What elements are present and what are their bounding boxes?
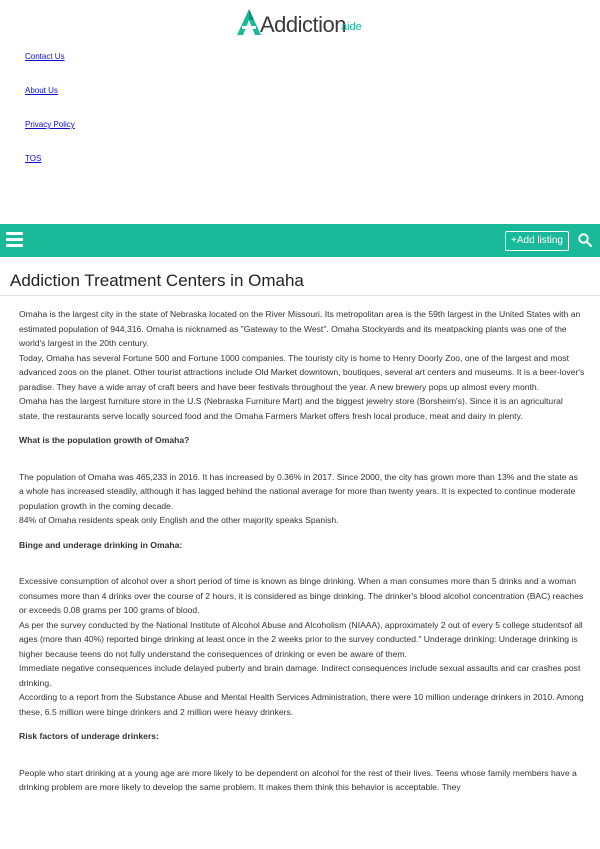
logo-wordmark: Addiction: [260, 12, 347, 37]
logo-mark-icon: [236, 8, 262, 36]
article-content: [19, 307, 585, 795]
navbar: [0, 224, 600, 257]
section-heading-risk: Risk factors of underage drinkers:: [19, 731, 159, 741]
paragraph: The population of Omaha was 465,233 in 2016. It has increased by 0.36% in 2017. Since 2000, the city has grown more than 13% and the state as a whole has increased steadily, although it has lagged behind the national average for more than twenty years. It is expected to continue moderate population growth in the coming decade.: [19, 471, 578, 511]
logo-suffix: aide: [341, 21, 362, 33]
paragraph: Today, Omaha has several Fortune 500 and Fortune 1000 companies. The touristy city is home to Henry Doorly Zoo, one of the largest and most advanced zoos on the planet. Other tourist attractions include Old Market downtown, boutiques, several art centers and museums. It is a beer-lover's paradise. They have a wide array of craft beers and have beer festivals throughout the year. A new brewery pops up almost every month.: [19, 352, 585, 392]
title-divider: [0, 295, 600, 296]
site-logo[interactable]: [236, 8, 366, 38]
paragraph: Omaha is the largest city in the state of Nebraska located on the River Missouri. Its metropolitan area is the 59th largest in the United States with an estimated population of 944,316. Omaha is nicknamed as "Gateway to the West". Omaha Stockyards and its meatpacking plants was one of the world's largest in the 20th century.: [19, 309, 581, 348]
tos-link[interactable]: TOS: [25, 154, 42, 163]
paragraph: 84% of Omaha residents speak only English and the other majority speaks Spanish.: [19, 515, 339, 525]
privacy-policy-link[interactable]: Privacy Policy: [25, 120, 75, 129]
paragraph: People who start drinking at a young age are more likely to be dependent on alcohol for the rest of their lives. Teens whose family members have a drinking problem are more likely to develop the same problem. It makes them think this behavior is acceptable. They: [19, 767, 577, 792]
paragraph: According to a report from the Substance Abuse and Mental Health Services Administration, there were 10 million underage drinkers in 2010. Among these, 6.5 million were binge drinkers and 2 million were heavy drinkers.: [19, 692, 584, 717]
contact-us-link[interactable]: Contact Us: [25, 52, 65, 61]
paragraph: Immediate negative consequences include delayed puberty and brain damage. Indirect consequences include sexual assaults and car crashes post drinking.: [19, 663, 581, 688]
hamburger-icon[interactable]: [6, 232, 23, 248]
add-listing-button[interactable]: +Add listing: [505, 231, 569, 251]
paragraph: Omaha has the largest furniture store in the U.S (Nebraska Furniture Mart) and the biggest jewelry store (Borsheim's). Since it is an agricultural state, the restaurants serve locally sourced food and the Omaha Farmers Market offers fresh local produce, meat and dairy in plenty.: [19, 396, 563, 421]
section-heading-population: What is the population growth of Omaha?: [19, 435, 190, 445]
paragraph: Excessive consumption of alcohol over a short period of time is known as binge drinking. When a man consumes more than 5 drinks and a woman consumes more than 4 drinks over the course of 2 hours, it is considered as binge drinking. The drinker's blood alcohol concentration (BAC) reaches or exceeds 0.08 grams per 100 grams of blood.: [19, 576, 584, 615]
paragraph: As per the survey conducted by the National Institute of Alcohol Abuse and Alcoholism (NIAAA), approximately 2 out of every 5 college studentsof all ages (more than 40%) reported binge drinking at least once in the 2 weeks prior to the survey conducted." Underage drinking: Underage drinking is higher because teens do not fully understand the consequences of drinking or even be aware of them.: [19, 619, 583, 659]
section-heading-binge: Binge and underage drinking in Omaha:: [19, 539, 183, 550]
search-icon[interactable]: [578, 233, 592, 247]
page-title: Addiction Treatment Centers in Omaha: [10, 271, 304, 290]
about-us-link[interactable]: About Us: [25, 86, 58, 95]
